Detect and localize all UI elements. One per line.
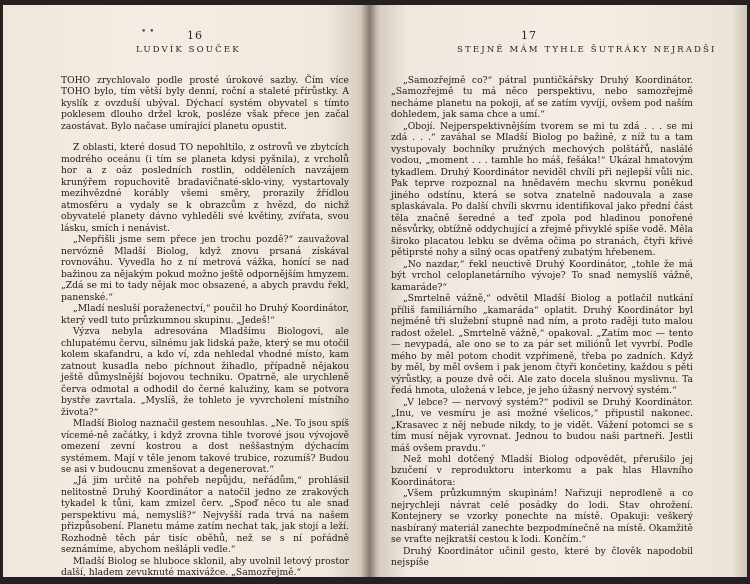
paragraph: „Všem průzkumným skupinám! Nařizuji neprodleně a co nejrychleji návrat celé posádky do lodi. Stav ohrožení. Kontejnery se vzorky ponechte na místě. Opakuji: veškerý nasbíraný materiál zanechte bezpodmínečně na místě. Okamžitě se vraťte nejkratší cestou k lodi. Končím.“	[391, 488, 693, 546]
page-marks: • •	[141, 27, 155, 37]
paragraph: Druhý Koordinátor učinil gesto, které by člověk napodobil nejspíše	[391, 545, 693, 569]
paragraph: Než mohl dotčený Mladší Biolog odpovědět, přerušilo jej bzučení v reproduktoru interkomu a pak hlas Hlavního Koordinátora:	[391, 453, 693, 488]
book-gutter-shadow	[361, 5, 377, 577]
paragraph: „Smrtelně vážně,“ odvětil Mladší Biolog a potlačil nutkání příliš familiárního „kamaráda“ oplatit. Druhý Koordinátor byl nejméně tři služební stupně nad ním, a proto raději tuto malou radost oželel. „Smrtelně vážně,“ opakoval. „Zatím moc — tento — nevypadá, ale ono se to za pár set miliónů let vyvrbí. Podle mého by měl potom chodit vzpřímeně, třeba po zadních. Když by měl, by měl ovšem i pak jenom čtyři končetiny, každou s pěti výrůstky, a pouze dvě oči. Ale zato docela slušnou myslivnu. Ta ředá hmota, uložená v lebce, je jeho úžasný nervový systém.“	[391, 293, 693, 397]
left-running-head: LUDVÍK SOUČEK	[136, 45, 241, 55]
paragraph: „No nazdar,“ řekl neuctivě Druhý Koordinátor, „tohle že má být vrchol celoplanetárního vývoje? To snad nemyslíš vážně, kamaráde?“	[391, 258, 693, 293]
paragraph: Výzva nebyla adresována Mladšímu Biologovi, ale chlupatému červu, silnému jak lidská paže, který se mu otočil kolem skafandru, a kdo ví, zda nehledal vhodné místo, kam zatnout kusadla nebo píchnout žihadlo, případně nějakou ještě důmyslnější bojovou techniku. Opatrně, ale urychleně červa odmotal a odhodil do černé kaluźiny, kam se potvora bystře zavrtala. „Myslíš, že tohleto je vyvrcholení místního života?“	[61, 326, 349, 418]
paragraph: „Nepřišli jsme sem přece jen trochu pozdě?“ zauvažoval nervózně Mladší Biolog, když znovu prsaná získával rovnováhu. Vyvedla ho z ní metrová vážka, honící se nad bažinou za nějakým pokud možno ještě odpornějším hmyzem. „Zdá se mi to tady nějak moc obsazené, a abych pravdu řekl, panenské.“	[61, 234, 349, 303]
right-page-number: 17	[521, 29, 537, 42]
paragraph: „V lebce? — nervový systém?“ podivil se Druhý Koordinátor. „Inu, ve vesmíru je asi možné všelicos,“ připustil nakonec. „Krasavec z něj nebude nikdy, to je vidět. Vážení potomci se s tím musí nějak vyrovnat. Jednou to budou naši partneři. Jestli máš ovšem pravdu.“	[391, 396, 693, 454]
paragraph: „Já jim určitě na pohřeb nepůjdu, neřádům,“ prohlásil nelitostně Druhý Koordinátor a natočil jedno ze zrakových tykadel k tůni, kam zmizel červ. „Spoď něco tu ale snad perspektivu má, nemyslíš?“ Nejvyšší rada trvá na našem přizpůsobení. Planetu máme zatím nechat tak, jak stojí a leží. Rozhodně těch pár tisíc oběhů, než se s ní pořádně seznámíme, abychom nešlápli vedle.“	[61, 475, 349, 556]
paragraph: „Samozřejmě co?“ pátral puntičkářsky Druhý Koordinátor. „Samozřejmě tu má něco perspektivu, nebo samozřejmě necháme planetu na pokoji, ať se zatím vyvíjí, ovšem pod naším dohledem, jak sama chce a umí.“	[391, 75, 693, 121]
right-body-text	[391, 75, 693, 569]
right-page	[369, 5, 747, 577]
paragraph: Mladší Biolog se hluboce sklonil, aby uvolnil letový prostor další, hladem zevuknuté maxivážce. „Samozřejmě.“	[61, 555, 349, 577]
paragraph: Mladší Biolog naznačil gestem nesouhlas. „Ne. To jsou spíš vícemé-ně začátky, i když zrovna tihle tvorové jsou vývojově omezení zevní kostrou a dost neššastným dýchacím systémem. Mají v těle jenom takové trubice, rozumíš? Budou se asi v budoucnu zmenšovat a degenerovat.“	[61, 418, 349, 475]
left-page-number: 16	[187, 29, 203, 42]
right-running-head: STEJNĚ MÁM TYHLE ŠUTRÁKY NEJRADŠI	[457, 45, 717, 55]
paragraph: „Mladí nesluší poraženectví,“ poučil ho Druhý Koordinátor, který vedl tuto průzkumnou skupinu. „Jedeš!“	[61, 303, 349, 326]
left-body-text	[61, 75, 349, 577]
book-spread	[3, 5, 745, 577]
paragraph: TOHO zrychlovalo podle prosté úrokové sazby. Čím více TOHO bylo, tím větší byly denní, roční a staleté přírůstky. A kyslík z ovzduší ubýval. Dýchací systém obyvatel s tímto poklesem dlouho držel krok, posléze však přece jen začal zaostávat. Bylo načase umírající planetu opustit.	[61, 75, 349, 132]
left-page	[3, 5, 369, 577]
paragraph: Z oblasti, které dosud TO nepohltilo, z ostrovů ve zbytcích modrého oceánu (i tím se planeta kdysi pyšnila), z vrcholů hor a z oáz posledních rostlin, odděleních navzájem krunýřem ropuchovitě bradavičnaté-sklo-viny, vystartovaly mezihvězdné korábly všemi směry, prorazily žřídlou atmosféru a vydaly se k obrazcům z hvězd, do nichž obyvatelé planety dávno vyhleděli své květiny, zvířata, svou lásku, smích i nenávist.	[61, 142, 349, 234]
paragraph: „Obojí. Nejperspektivnějším tvorem se mi tu zdá . . . se mi zdá . . .“ zaváhal se Mladší Biolog po bažině, z níž tu a tam vystupovaly bochníky pružných mechových polštářů, naslálé vodou, „moment . . . tamhle ho máš, fešáka!“ Ukázal hmatovým tykadlem. Druhý Koordinátor neviděl chvíli při nejlepší vůli nic. Pak teprve rozpoznal na hnědavém mechu skvrnu poněkud jiného odstínu, která se sotva znatelně nadouvala a zase splaskávala. Po další chvíli skvrnu identifikoval jako přední část těla značně šeredné a teď zpola pod hladinou ponořené něsvůrky, obtížně oddychující a zřejmě přivyklé spíše vodě. Měla široko placatou lebku se dvěma očima po stranách, čtyři křivé pětiprsté nohy a silný ocas opatřený zubatým hřebenem.	[391, 120, 693, 259]
